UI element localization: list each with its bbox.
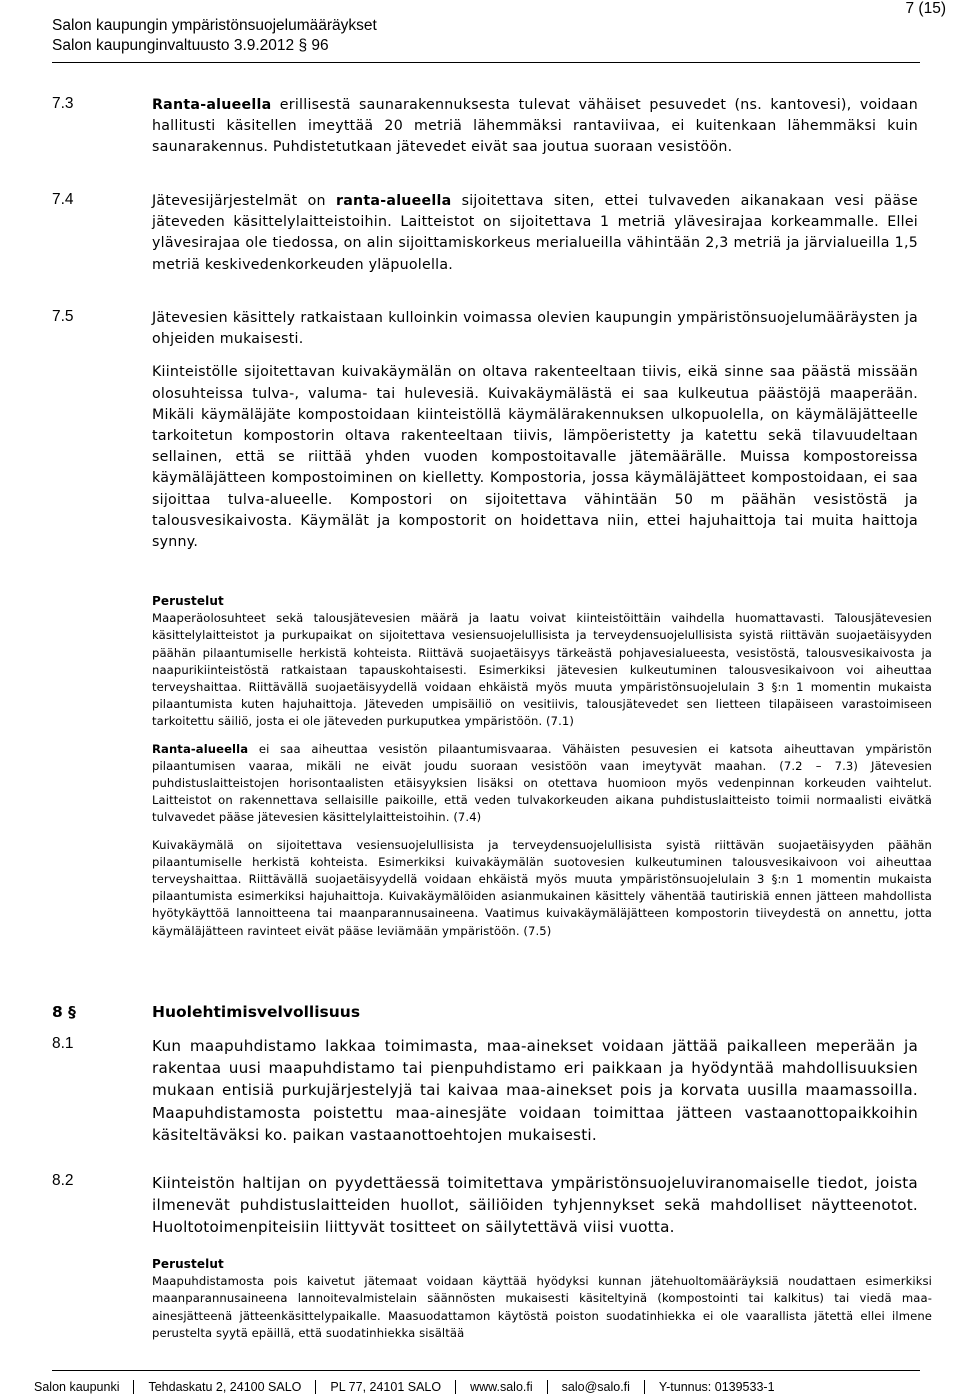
footer-website: www.salo.fi <box>455 1380 547 1394</box>
section-title: Huolehtimisvelvollisuus <box>152 1003 361 1021</box>
section-7-5 <box>52 308 920 553</box>
section-8-1 <box>52 1035 920 1146</box>
rationale-block-1 <box>152 593 932 940</box>
rationale-paragraph: Maaperäolosuhteet sekä talousjätevesien määrä ja laatu voivat kiinteistöittäin vaihdella huomattavasti. Talousjätevesien käsittelylaitteistot ja purkupaikat on sijoitettava vesiensuojelullisista ja terveydensuojelullisista syistä riittävän suojaetäisyyden päähän pilaantumiselle herkistä kohteista. Riittävä suojaetäisyys tärkeästä pohjavesialueesta, vesistöstä, talousvesikaivosta ja naapurikiinteistöstä ratkaistaan tapauskohtaisesti. Esimerkiksi jätevesien kulkeutuminen talousvesikaivoon voi aiheuttaa terveyshaittaa. Riittävällä suojaetäisyydellä voidaan ehkäistä myös muuta ympäristönsuojelulain 3 §:n 1 momentin mukaista pilaantumista kuten hajuhaittoja. Jäteveden umpisäiliö on vesitiivis, talousjätevedet sen lietteen tilapäiseen varastoimiseen tarkoitettu säiliö, josta ei ole jäteveden purkuputkea ympäristöön. (7.1) <box>152 611 932 729</box>
footer-address: Tehdaskatu 2, 24100 SALO <box>133 1380 315 1394</box>
document-header <box>52 16 377 56</box>
section-number: 8.1 <box>52 1035 74 1052</box>
page-number: 7 (15) <box>905 0 946 17</box>
section-7-4 <box>52 191 920 276</box>
section-number: 7.4 <box>52 191 74 208</box>
footer-divider <box>52 1370 920 1371</box>
section-text: Jätevesien käsittely ratkaistaan kulloinkin voimassa olevien kaupungin ympäristönsuojelumääräysten ja ohjeiden mukaisesti. <box>152 310 918 348</box>
bold-term: Ranta-alueella <box>152 741 249 756</box>
header-divider <box>52 62 920 63</box>
footer-org: Salon kaupunki <box>34 1380 120 1394</box>
footer-email: salo@salo.fi <box>547 1380 644 1394</box>
section-number: 8 § <box>52 1003 76 1021</box>
section-text: Kiinteistön haltijan on pyydettäessä toimitettava ympäristönsuojeluviranomaiselle tiedot, joista ilmenevät puhdistuslaitteiden huollot, säiliöiden tyhjennykset sekä mahdolliset näytteenotot. Huoltotoimenpiteisiin liittyvät tositteet on säilytettävä viisi vuotta. <box>152 1174 918 1237</box>
header-title: Salon kaupungin ympäristönsuojelumääräykset <box>52 17 377 34</box>
section-text <box>152 191 918 276</box>
section-text <box>152 95 918 159</box>
section-8-2 <box>52 1172 920 1239</box>
section-paragraph: Kiinteistölle sijoitettavan kuivakäymälän on oltava rakenteeltaan tiivis, eikä sinne saa päästä missään olosuhteissa tulva-, valuma- tai hulevesiä. Kuivakäymälästä ei saa kulkeutua päästöjä maaperään. Mikäli käymäläjäte kompostoidaan kiinteistöllä käymälärakennuksen ulkopuolella, on käymäläjätteelle tarkoitetun kompostorin oltava rakenteeltaan tiivis, lämpöeristetty ja katettu sekä tilavuudeltaan sellainen, että se riittää yhden vuoden kompostoitavalle jätemäärälle. Muissa kompostoreissa käymäläjätteen kompostoiminen on kielletty. Kompostoria, jossa käymäläjätteet kompostoidaan, ei saa sijoittaa tulva-alueelle. Kompostori on sijoitettava vähintään 50 m päähän vesistöstä ja talousvesikaivosta. Käymälät ja kompostorit on hoidettava niin, ettei hajuhaittoja tai muita haittoja synny. <box>152 364 918 551</box>
section-body: sijoitettava siten, ettei tulvaveden aikanakaan vesi pääse jäteveden käsittelylaitteistoihin. Laitteistot on sijoitettava 1 metriä ylävesirajaa korkeammalle. Ellei ylävesirajaa ole tiedossa, on alin sijoittamiskorkeus merialueilla vähintään 2,3 metriä ja järvialueilla 1,5 metriä keskivedenkorkeuden yläpuolella. <box>152 193 918 273</box>
rationale-block-2 <box>152 1256 932 1342</box>
section-number: 7.5 <box>52 308 74 325</box>
header-subtitle: Salon kaupunginvaltuusto 3.9.2012 § 96 <box>52 37 329 54</box>
section-number: 7.3 <box>52 95 74 112</box>
rationale-heading: Perustelut <box>152 1257 224 1271</box>
rationale-paragraph: Kuivakäymälä on sijoitettava vesiensuojelullisista ja terveydensuojelullisista syistä riittävän suojaetäisyyden päähän pilaantumiselle herkistä kohteista. Esimerkiksi kuivakäymälän suotovesien kulkeutuminen talousvesikaivoon voi aiheuttaa terveyshaittaa. Riittävällä suojaetäisyydellä voidaan ehkäistä myös muuta ympäristönsuojelulain 3 §:n 1 momentin mukaista pilaantumista esimerkiksi hajuhaittoja. Kuivakäymälöiden asianmukainen käsittely vähentää tautiriskiä ennen jätteen mahdollista hyötykäyttöä lannoitteena tai maanparannusaineena. Vaatimus kuivakäymäläjätteen kompostorin tiiveydestä on annettu, jotta käymäläjätteen ravinteet eivät pääse leviämään ympäristöön. (7.5) <box>152 837 932 938</box>
rationale-text: ei saa aiheuttaa vesistön pilaantumisvaaraa. Vähäisten pesuvesien ei katsota aiheuttavan ympäristön pilaantumisen vaaraa, mikäli ne eivät joudu suoraan vesistöön vaan imeytyvät maahan. (7.2 – 7.3) Jätevesien puhdistuslaitteistojen horisontaalisten etäisyyksien lisäksi on otettava huomioon myös vedenpinnan korkeuden vaihtelut. Laitteistot on rakennettava sellaisille paikoille, että veden tulvakorkeuden aikana puhdistuslaitteisto toimii normaalisti eivätkä tulvavedet pääse jätevesien käsittelylaitteistoihin. (7.4) <box>152 741 932 825</box>
footer-po-box: PL 77, 24101 SALO <box>315 1380 455 1394</box>
section-text: Kun maapuhdistamo lakkaa toimimasta, maa-ainekset voidaan jättää paikalleen meperään ja rakentaa uusi maapuhdistamo tai pienpuhdistamo eri paikkaan ja hyödyntää mahdollisuuksien mukaan entisiä purkujärjestelyjä tai kaivaa maa-ainekset pois ja korvata uusilla maamassoilla. Maapuhdistamosta poistettu maa-ainesjäte voidaan toimittaa jätteen vastaanottopaikkoihin käsiteltäväksi ko. paikan vastaanottoehtojen mukaisesti. <box>152 1037 918 1144</box>
section-lead: Jätevesijärjestelmät on <box>152 193 336 209</box>
section-8-heading <box>52 1003 361 1021</box>
section-body: erillisestä saunarakennuksesta tulevat vähäiset pesuvedet (ns. kantovesi), voidaan hallitusti käsitellen imeyttää 20 metriä lähemmäksi rantaviivaa, ei kuitenkaan lähemmäksi kuin saunarakennus. Puhdistetutkaan jätevedet eivät saa joutua suoraan vesistöön. <box>152 97 918 156</box>
section-7-3 <box>52 95 920 159</box>
bold-term: Ranta-alueella <box>152 97 272 113</box>
rationale-heading: Perustelut <box>152 594 224 608</box>
document-footer <box>0 1380 960 1394</box>
footer-business-id: Y-tunnus: 0139533-1 <box>644 1380 789 1394</box>
rationale-paragraph <box>152 741 932 827</box>
bold-term: ranta-alueella <box>335 193 452 209</box>
section-number: 8.2 <box>52 1172 74 1189</box>
rationale-paragraph: Maapuhdistamosta pois kaivetut jätemaat voidaan käyttää hyödyksi kunnan jätehuoltomääräyksiä noudattaen esimerkiksi maanparannusaineena lannoitevalmistelain säännösten mukaisesti käsiteltyinä (kompostointi tai kalkitus) tai viedä maa-ainesjätteenä jätteenkäsittelypaikalle. Maasuodattamon käytöstä poiston suodatinhiekka ei ole vaarallista jätettä ellei ilmene perustelta syytä epäillä, että suodatinhiekka sisältää <box>152 1274 932 1340</box>
